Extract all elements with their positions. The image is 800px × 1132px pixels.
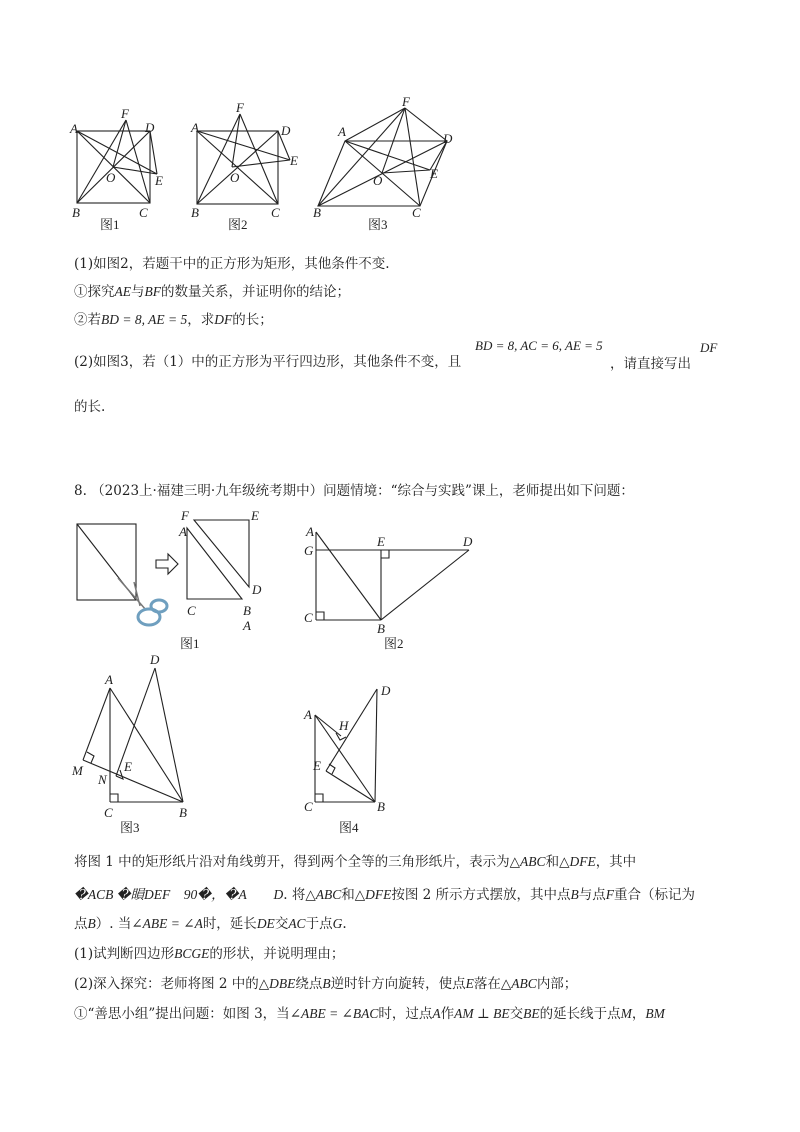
math: △ABC [509, 854, 546, 869]
label-D: D [463, 534, 473, 549]
q7-figure-3 [308, 92, 468, 232]
math: △ABC [500, 976, 537, 991]
math: B [87, 916, 96, 931]
label-H: H [339, 718, 349, 733]
caption-fig1: 图1 [100, 217, 120, 232]
text: 交 [274, 916, 289, 932]
text: (2)深入探究：老师将图 2 中的 [74, 976, 259, 992]
q7-part1b [74, 310, 273, 330]
text: ①探究 [74, 284, 115, 300]
text: 点 [74, 916, 88, 932]
label-D: D [150, 652, 160, 667]
label-G: G [304, 543, 314, 558]
q7-part2-math: BD = 8, AC = 6, AE = 5 [475, 338, 603, 353]
label-B: B [377, 799, 385, 814]
math: ∠ABE = ∠BAC [289, 1006, 379, 1021]
math: A [432, 1006, 441, 1021]
q8-sub2 [74, 974, 577, 994]
q8-header [74, 481, 634, 501]
text: ①“善思小组”提出问题：如图 3，当 [74, 1006, 290, 1022]
label-D: D [381, 683, 391, 698]
text: 于点 [305, 916, 333, 932]
text: 重合（标记为 [614, 887, 696, 903]
q8-figure-4 [300, 680, 410, 840]
text: 的延长线于点 [539, 1006, 621, 1022]
math: △ABC [305, 887, 342, 902]
q8-para2 [74, 885, 695, 905]
text: 的数量关系，并证明你的结论； [161, 284, 350, 300]
math: △DFE [559, 854, 596, 869]
label-C: C [187, 603, 196, 618]
label-A: A [338, 124, 346, 139]
caption-q8-fig4: 图4 [339, 820, 359, 835]
label-E: E [430, 166, 438, 181]
text: 绕点 [295, 976, 323, 992]
label-C: C [412, 205, 421, 220]
text: 的长； [232, 312, 273, 328]
q8-sub3 [74, 1004, 665, 1024]
text: 的形状，并说明理由； [209, 946, 345, 962]
label-C: C [304, 610, 313, 625]
label-E: E [290, 153, 298, 168]
label-N: N [98, 772, 107, 787]
text: 落在 [473, 976, 501, 992]
math: BD = 8, AE = 5 [101, 312, 188, 327]
label-D: D [281, 123, 291, 138]
label-E: E [377, 534, 385, 549]
label-B: B [72, 205, 80, 220]
label-C: C [271, 205, 280, 220]
q7-part1a [74, 282, 350, 302]
scissors-icon [118, 578, 167, 625]
text: 将图 1 中的矩形纸片沿对角线剪开，得到两个全等的三角形纸片，表示为 [74, 854, 510, 870]
label-M: M [72, 763, 83, 778]
q8-para3 [74, 914, 347, 934]
label-B: B [377, 621, 385, 636]
caption-q8-fig1: 图1 [180, 636, 200, 651]
label-D: D [252, 582, 262, 597]
text: (1)试判断四边形 [74, 946, 175, 962]
math: △DFE [354, 887, 392, 902]
label-A: A [70, 121, 78, 136]
label-E: E [155, 173, 163, 188]
q8-figure-2 [300, 520, 480, 650]
label-C: C [304, 799, 313, 814]
label-B: B [313, 205, 321, 220]
q7-part2-end [74, 397, 105, 417]
caption-fig2: 图2 [228, 217, 248, 232]
q8-sub1 [74, 944, 344, 964]
text: . 将 [283, 887, 306, 903]
label-O: O [373, 173, 383, 188]
label-F: F [402, 94, 410, 109]
q7-part2-post: ，请直接写出 [610, 356, 691, 372]
label-A: A [179, 524, 187, 539]
math: B [322, 976, 331, 991]
math: B [570, 887, 579, 902]
label-B: B [191, 205, 199, 220]
label-E: E [251, 508, 259, 523]
label-A: A [105, 672, 113, 687]
text: 作 [440, 1006, 455, 1022]
math: M [620, 1006, 632, 1021]
text: 内部； [536, 976, 578, 992]
math: △DBE [258, 976, 296, 991]
q7-part2-df: DF [700, 340, 718, 355]
text: ，其中 [595, 854, 637, 870]
label-E: E [124, 759, 132, 774]
label-O: O [230, 170, 240, 185]
text: 与 [131, 284, 145, 300]
math: DF [214, 312, 233, 327]
text: (2)如图3，若（1）中的正方形为平行四边形，其他条件不变，且 [74, 354, 462, 370]
text: ，求 [187, 312, 215, 328]
text: 交 [509, 1006, 524, 1022]
text: 与点 [578, 887, 606, 903]
q7-part1-text: (1)如图2，若题干中的正方形为矩形，其他条件不变. [74, 256, 390, 272]
label-A: A [306, 524, 314, 539]
text: 和 [545, 854, 560, 870]
text: 按图 2 所示方式摆放，其中点 [391, 887, 571, 903]
label-E: E [313, 758, 321, 773]
math: G [332, 916, 343, 931]
text: 的长. [74, 399, 106, 415]
text: ）. 当 [95, 916, 132, 932]
math: BCGE [174, 946, 210, 961]
label-A: A [191, 120, 199, 135]
q7-figure-2 [188, 98, 308, 232]
label-B: B [179, 805, 187, 820]
text: 和 [341, 887, 355, 903]
label-C: C [104, 805, 113, 820]
math: �ACB �䁚DEF 90�，�A D [74, 887, 284, 902]
label-B: B [243, 603, 251, 618]
text: 时，过点 [378, 1006, 433, 1022]
q7-part2 [74, 352, 461, 372]
math: AM ⊥ BE [454, 1006, 510, 1021]
label-D: D [145, 120, 155, 135]
math: E [465, 976, 474, 991]
q7-part1 [74, 254, 390, 274]
math: AE [114, 284, 131, 299]
q8-figure-1 [70, 505, 270, 650]
text: 逆时针方向旋转，使点 [330, 976, 466, 992]
math: ∠ABE = ∠A [131, 916, 203, 931]
math: F [605, 887, 615, 902]
text: 时，延长 [202, 916, 257, 932]
q7-figure-1 [68, 102, 178, 232]
text: . [342, 916, 347, 932]
caption-q8-fig3: 图3 [120, 820, 140, 835]
q8-para1 [74, 852, 636, 872]
math: DE [256, 916, 275, 931]
label-F: F [236, 100, 244, 115]
label-D: D [443, 131, 453, 146]
math: BM [645, 1006, 665, 1021]
caption-fig3: 图3 [368, 217, 388, 232]
q8-header-text: 8. （2023上·福建三明·九年级统考期中）问题情境：“综合与实践”课上，老师提出如下问题： [74, 483, 634, 499]
label-O: O [106, 170, 116, 185]
label-A: A [304, 707, 312, 722]
label-C: C [139, 205, 148, 220]
arrow-right-icon [156, 554, 178, 574]
math: BE [523, 1006, 540, 1021]
q8-figure-3 [70, 650, 210, 840]
text: ②若 [74, 312, 101, 328]
math: BF [144, 284, 161, 299]
caption-q8-fig2: 图2 [384, 636, 404, 651]
label-A2: A [243, 618, 251, 633]
text: ， [631, 1006, 646, 1022]
label-F: F [181, 508, 189, 523]
math: AC [288, 916, 306, 931]
label-F: F [121, 106, 129, 121]
